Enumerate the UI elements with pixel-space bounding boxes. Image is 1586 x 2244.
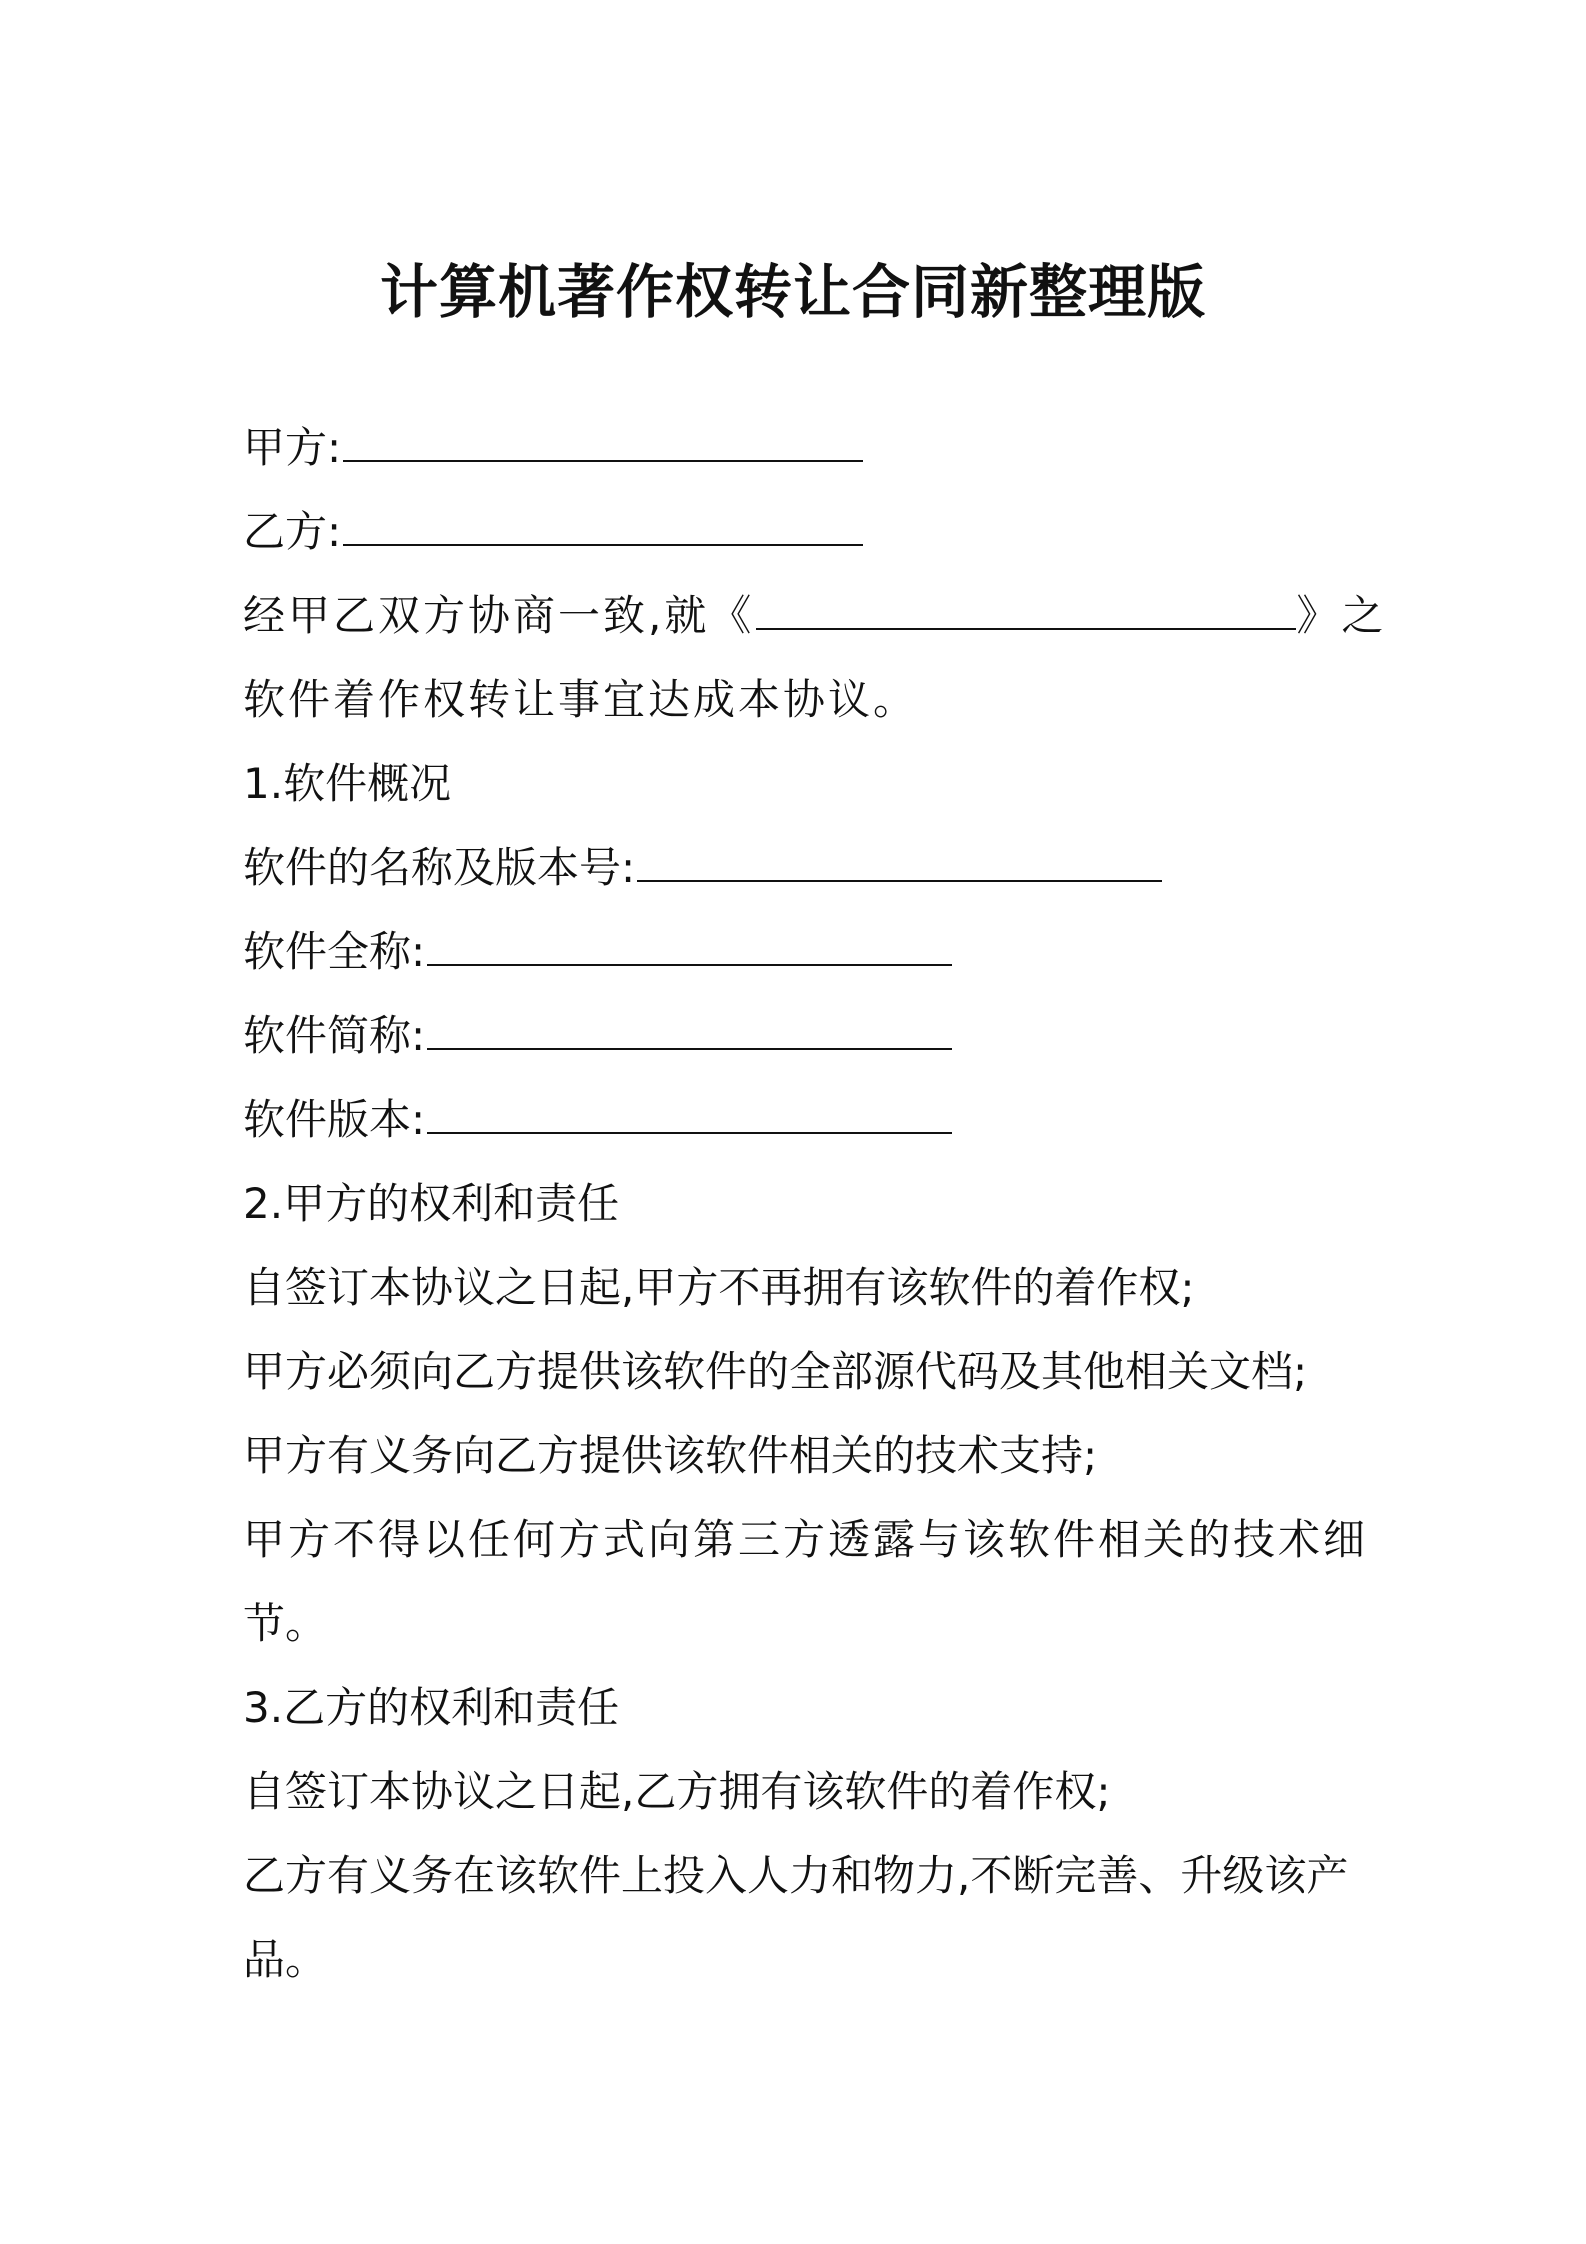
software-short-name-blank bbox=[427, 1004, 952, 1050]
section3-item: 自签订本协议之日起,乙方拥有该软件的着作权; bbox=[243, 1767, 1111, 1816]
software-full-name-line bbox=[243, 910, 1358, 994]
intro-suffix: 》之 bbox=[1296, 591, 1387, 640]
software-title-blank bbox=[756, 584, 1296, 630]
document-title: 计算机著作权转让合同新整理版 bbox=[379, 258, 1206, 326]
software-name-version-blank bbox=[637, 836, 1162, 882]
party-a-label: 甲方: bbox=[243, 423, 342, 472]
section2-item: 甲方有义务向乙方提供该软件相关的技术支持; bbox=[243, 1431, 1098, 1480]
intro-prefix: 经甲乙双方协商一致,就《 bbox=[243, 591, 755, 640]
software-version-blank bbox=[427, 1088, 952, 1134]
section3-item: 品。 bbox=[243, 1935, 328, 1984]
section3-item: 乙方有义务在该软件上投入人力和物力,不断完善、升级该产 bbox=[243, 1851, 1349, 1900]
software-short-name-label: 软件简称: bbox=[243, 1011, 426, 1060]
intro-line-2: 软件着作权转让事宜达成本协议。 bbox=[243, 675, 919, 724]
party-b-blank bbox=[343, 500, 863, 546]
software-name-version-label: 软件的名称及版本号: bbox=[243, 843, 636, 892]
section2-item: 节。 bbox=[243, 1599, 328, 1648]
software-name-version-line bbox=[243, 826, 1358, 910]
document-body bbox=[243, 406, 1387, 2002]
section3-heading: 3.乙方的权利和责任 bbox=[243, 1683, 620, 1732]
software-version-label: 软件版本: bbox=[243, 1095, 426, 1144]
software-full-name-blank bbox=[427, 920, 952, 966]
software-version-line bbox=[243, 1078, 1358, 1162]
section2-item: 自签订本协议之日起,甲方不再拥有该软件的着作权; bbox=[243, 1263, 1195, 1312]
section2-item: 甲方不得以任何方式向第三方透露与该软件相关的技术细 bbox=[243, 1515, 1369, 1564]
section2-heading: 2.甲方的权利和责任 bbox=[243, 1179, 620, 1228]
software-full-name-label: 软件全称: bbox=[243, 927, 426, 976]
software-short-name-line bbox=[243, 994, 1358, 1078]
intro-line-1 bbox=[243, 574, 1387, 658]
party-b-label: 乙方: bbox=[243, 507, 342, 556]
section1-heading: 1.软件概况 bbox=[243, 759, 452, 808]
party-b-line bbox=[243, 490, 1358, 574]
section2-item: 甲方必须向乙方提供该软件的全部源代码及其他相关文档; bbox=[243, 1347, 1308, 1396]
party-a-line bbox=[243, 406, 1358, 490]
party-a-blank bbox=[343, 416, 863, 462]
